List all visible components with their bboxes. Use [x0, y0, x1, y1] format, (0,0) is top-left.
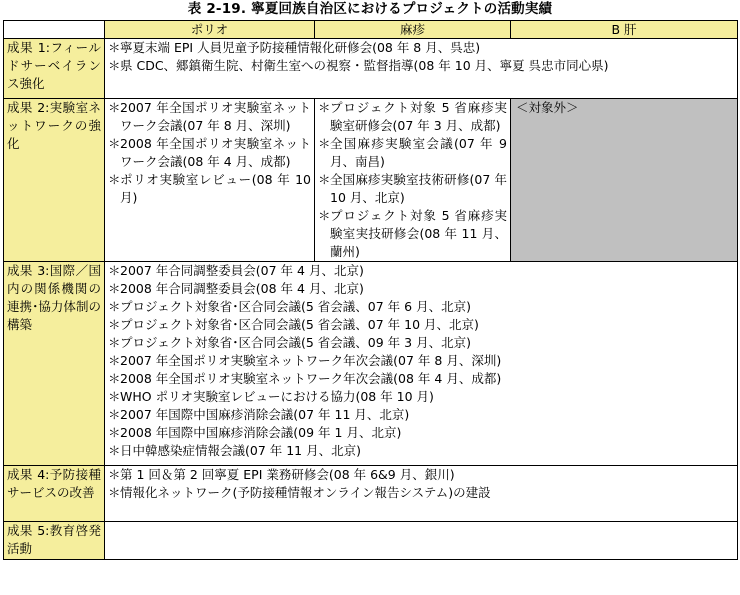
list-item-text: 全国麻疹実験室会議(07 年 9 月、南昌) — [330, 136, 507, 169]
polio-list-item — [108, 171, 311, 207]
activity-list-item — [108, 262, 734, 280]
activity-list-item — [108, 406, 734, 424]
activity-list-item — [108, 334, 734, 352]
activity-list-item — [108, 352, 734, 370]
measles-list-item — [318, 207, 507, 261]
list-item-text: 2008 年全国ポリオ実験室ネットワーク年次会議(08 年 4 月、成都) — [120, 371, 502, 386]
hepatitis-b-cell — [511, 99, 738, 262]
list-item-text: 寧夏末端 EPI 人員児童予防接種情報化研修会(08 年 8 月、呉忠) — [120, 40, 481, 55]
measles-list-item — [318, 99, 507, 135]
bullet-mark: ＊ — [318, 136, 331, 151]
list-item-text: プロジェクト対象 5 省麻疹実験室実技研修会(08 年 11 月、蘭州) — [330, 208, 507, 259]
bullet-mark: ＊ — [108, 425, 121, 440]
list-item-text: 2007 年国際中国麻疹消除会議(07 年 11 月、北京) — [120, 407, 410, 422]
header-hepatitis-b: B 肝 — [511, 21, 738, 39]
activity-list-item — [108, 370, 734, 388]
header-measles: 麻疹 — [315, 21, 511, 39]
polio-cell — [105, 99, 315, 262]
row-label: 成果 1:フィールドサーベイランス強化 — [4, 39, 105, 99]
table-row-output4-immunization — [4, 466, 738, 522]
bullet-mark: ＊ — [108, 467, 121, 482]
bullet-mark: ＊ — [318, 100, 331, 115]
bullet-mark: ＊ — [108, 353, 121, 368]
activity-list-item — [108, 57, 734, 75]
polio-list-item — [108, 99, 311, 135]
row-label: 成果 5:教育啓発活動 — [4, 522, 105, 560]
bullet-mark: ＊ — [108, 263, 121, 278]
header-row — [4, 21, 738, 39]
bullet-mark: ＊ — [108, 40, 121, 55]
activity-list-item — [108, 316, 734, 334]
bullet-mark: ＊ — [108, 389, 121, 404]
row-label: 成果 3:国際／国内の関係機関の連携･協力体制の構築 — [4, 262, 105, 466]
measles-list-item — [318, 135, 507, 171]
bullet-mark: ＊ — [108, 371, 121, 386]
bullet-mark: ＊ — [108, 100, 121, 115]
activity-list-item — [108, 424, 734, 442]
not-applicable-label: ＜対象外＞ — [516, 100, 579, 115]
bullet-mark: ＊ — [318, 172, 331, 187]
header-polio: ポリオ — [105, 21, 315, 39]
list-item-text: プロジェクト対象 5 省麻疹実験室研修会(07 年 3 月、成都) — [330, 100, 507, 133]
activity-table — [3, 20, 738, 560]
table-row-output5-education — [4, 522, 738, 560]
bullet-mark: ＊ — [108, 281, 121, 296]
list-item-text: 日中韓感染症情報会議(07 年 11 月、北京) — [120, 443, 361, 458]
list-item-text: 全国麻疹実験室技術研修(07 年 10 月、北京) — [330, 172, 507, 205]
bullet-mark: ＊ — [108, 443, 121, 458]
list-item-text: 情報化ネットワーク(予防接種情報オンライン報告システム)の建設 — [120, 485, 491, 500]
polio-list-item — [108, 135, 311, 171]
measles-list-item — [318, 171, 507, 207]
activities-cell — [105, 39, 738, 99]
list-item-text: 2008 年国際中国麻疹消除会議(09 年 1 月、北京) — [120, 425, 402, 440]
list-item-text: 2007 年全国ポリオ実験室ネットワーク年次会議(07 年 8 月、深圳) — [120, 353, 502, 368]
list-item-text: 2007 年全国ポリオ実験室ネットワーク会議(07 年 8 月、深圳) — [120, 100, 311, 133]
table-row-output2-laboratory — [4, 99, 738, 262]
list-item-text: ポリオ実験室レビュー(08 年 10 月) — [120, 172, 311, 205]
bullet-mark: ＊ — [108, 136, 121, 151]
activity-list-item — [108, 280, 734, 298]
activity-list-item — [108, 442, 734, 460]
bullet-mark: ＊ — [108, 407, 121, 422]
activity-list-item — [108, 39, 734, 57]
list-item-text: プロジェクト対象省･区合同会議(5 省会議、07 年 6 月、北京) — [120, 299, 471, 314]
list-item-text: プロジェクト対象省･区合同会議(5 省会議、09 年 3 月、北京) — [120, 335, 471, 350]
activity-list-item — [108, 388, 734, 406]
bullet-mark: ＊ — [318, 208, 331, 223]
list-item-text: 第 1 回＆第 2 回寧夏 EPI 業務研修会(08 年 6&9 月、銀川) — [120, 467, 455, 482]
header-blank-cell — [4, 21, 105, 39]
activity-list-item — [108, 466, 734, 484]
table-row-output1-surveillance — [4, 39, 738, 99]
list-item-text: 県 CDC、郷鎮衛生院、村衛生室への視察・監督指導(08 年 10 月、寧夏 呉忠市同心県) — [120, 58, 609, 73]
row-label: 成果 2:実験室ネットワークの強化 — [4, 99, 105, 262]
activities-cell — [105, 466, 738, 522]
bullet-mark: ＊ — [108, 58, 121, 73]
list-item-text: 2008 年合同調整委員会(08 年 4 月、北京) — [120, 281, 364, 296]
list-item-text: 2008 年全国ポリオ実験室ネットワーク会議(08 年 4 月、成都) — [120, 136, 311, 169]
bullet-mark: ＊ — [108, 299, 121, 314]
bullet-mark: ＊ — [108, 172, 121, 187]
bullet-mark: ＊ — [108, 317, 121, 332]
row-label: 成果 4:予防接種サービスの改善 — [4, 466, 105, 522]
bullet-mark: ＊ — [108, 485, 121, 500]
table-caption: 表 2-19. 寧夏回族自治区におけるプロジェクトの活動実績 — [187, 1, 553, 17]
bullet-mark: ＊ — [108, 335, 121, 350]
activities-cell — [105, 522, 738, 560]
table-row-output3-collaboration — [4, 262, 738, 466]
activity-list-item — [108, 484, 734, 502]
list-item-text: 2007 年合同調整委員会(07 年 4 月、北京) — [120, 263, 364, 278]
activities-cell — [105, 262, 738, 466]
activity-list-item — [108, 298, 734, 316]
list-item-text: プロジェクト対象省･区合同会議(5 省会議、07 年 10 月、北京) — [120, 317, 479, 332]
measles-cell — [315, 99, 511, 262]
list-item-text: WHO ポリオ実験室レビューにおける協力(08 年 10 月) — [120, 389, 434, 404]
